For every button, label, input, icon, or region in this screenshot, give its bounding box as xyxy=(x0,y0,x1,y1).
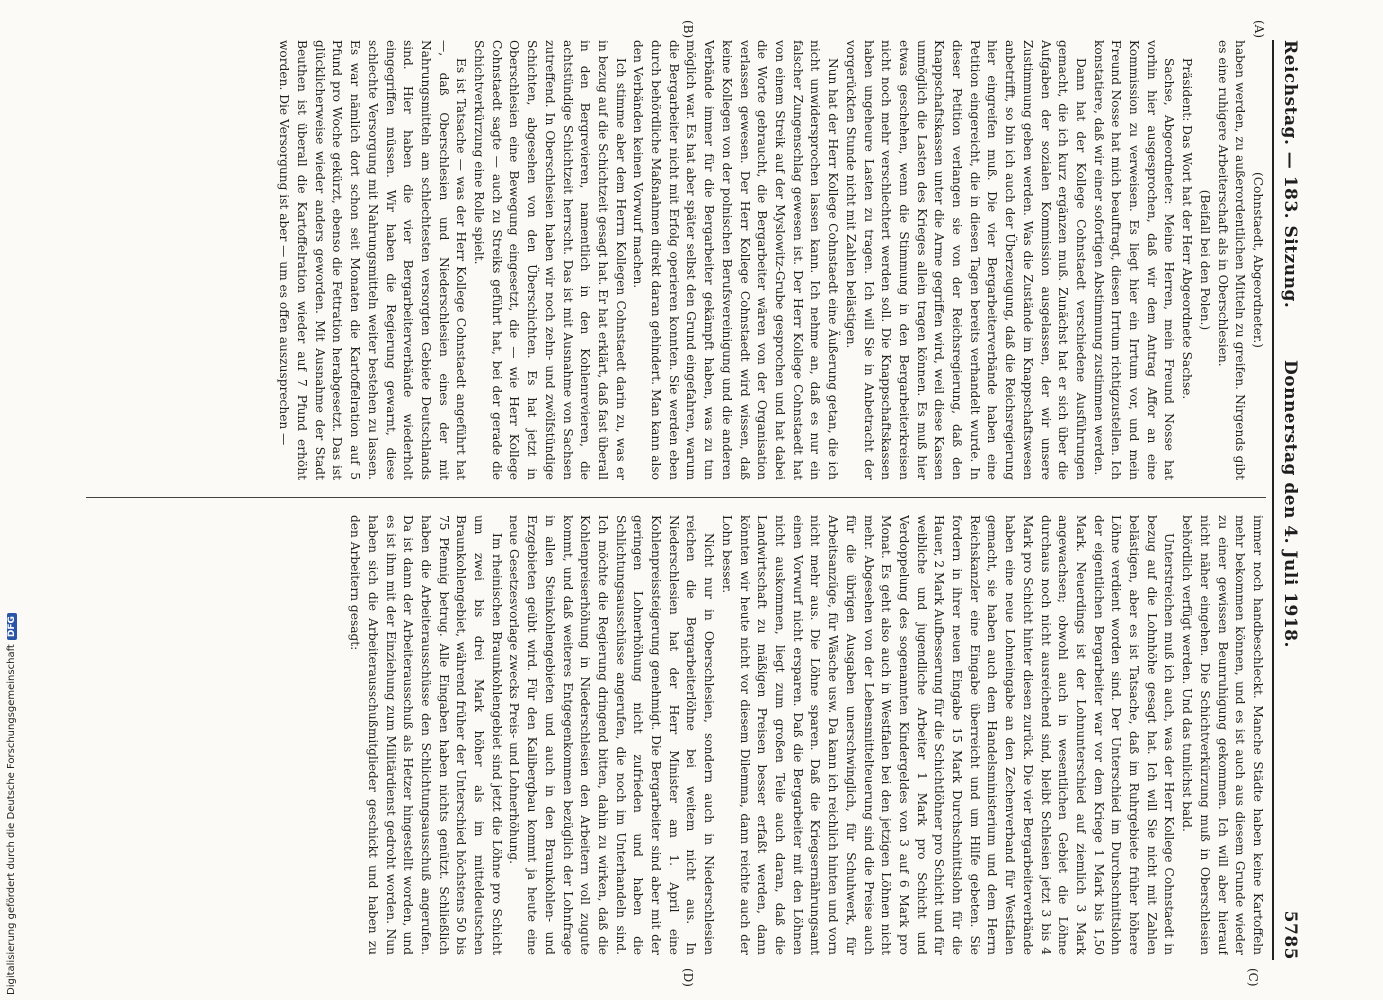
paragraph: Es ist Tatsache — was der Herr Kollege Cohnstaedt angeführt hat —, daß Oberschlesien und Niederschlesien eines der mit Nahrungsmitteln am schlechtesten versorgten Gebiete Deutschlands sind. Hier haben die vier Bergarbeiterverbände wiederholt eingegriffen müssen. Wir haben die Regierung gewarnt, diese schlechte Versorgung mit Nahrungsmitteln weiter bestehen zu lassen. Es war nämlich dort schon seit Monaten die Kartoffelration auf 5 Pfund pro Woche gekürzt, ebenso die Fettration herabgesetzt. Das ist glücklicherweise wieder anders geworden. Mit Ausnahme der Stadt Beuthen ist überall die Kartoffelration wieder auf 7 Pfund erhöht worden. Die Versorgung ist aber — um es offen auszusprechen — xyxy=(277,40,469,480)
paragraph: Präsident: Das Wort hat der Herr Abgeordnete Sachse. xyxy=(1180,58,1195,400)
margin-marker-c: (C) xyxy=(1246,968,1260,987)
paragraph: (Cohnstaedt, Abgeordneter.) xyxy=(1251,171,1265,349)
credit-text: Digitalisierung gefördert durch die Deutsche Forschungsgemeinschaft xyxy=(6,644,17,995)
page-header xyxy=(1276,40,1300,960)
paragraph: Dann hat der Kollege Cohnstaedt verschiedene Ausführungen gemacht, die ich kurz ergänzen muß. Zunächst hat er sich über die Aufgaben der sozialen Kommission ausgelassen, der wir unsere Zustimmung geben werden. Was die Zustände im Knappschaftswesen anbetrifft, so bin ich auch der Überzeugung, daß die Reichsregierung hier eingreifen muß. Die vier Bergarbeiterverbände haben eine Petition eingereicht, die in diesen Tagen bereits verhandelt wurde. In dieser Petition verlangen sie von der Reichsregierung, daß den Knappschaftskassen unter die Arme gegriffen wird, weil diese Kassen unmöglich die Lasten des Krieges allein tragen können. Es muß hier etwas geschehen, wenn die Stimmung in den Bergarbeiterkreisen nicht noch mehr verschlechtert werden soll. Die Knappschaftskassen haben ungeheure Lasten zu tragen. Ich will Sie in Anbetracht der vorgerückten Stunde nicht mit Zahlen belästigen. xyxy=(843,40,1088,480)
paragraph: haben werden, zu außerordentlichen Mitteln zu greifen. Nirgends gibt es eine ruhigere Arbeiterschaft als in Oberschlesien. xyxy=(1215,40,1248,480)
paragraph: Ich stimme aber dem Herrn Kollegen Cohnstaedt darin zu, was er in bezug auf die Schichtzeit gesagt hat. Er hat erklärt, daß fast überall in den Bergrevieren, namentlich in den Kohlenrevieren, die achtstündige Schichtzeit herrscht. Das ist mit Ausnahme von Sachsen zutreffend. In Oberschlesien haben wir noch zehn- und zwölfstündige Schichten, abgesehen von den Überschichten. Es hat jetzt in Oberschlesien eine Bewegung eingesetzt, die — wie Herr Kollege Cohnstaedt sagte — auch zu Streiks geführt hat, bei der gerade die Schichtverkürzung eine Rolle spielt. xyxy=(472,40,628,480)
left-text-column xyxy=(86,40,1266,480)
paragraph: immer noch handbeschleckt. Manche Städte haben keine Kartoffeln mehr bekommen können, und es ist auch aus diesem Grunde wieder zu einer gewissen Beunruhigung gekommen. Ich will aber hierauf nicht näher eingehen. Die Schichtverkürzung muß in Oberschlesien behördlich verfügt werden. Und das tunlichst bald. xyxy=(1180,515,1265,955)
margin-marker-a: (A) xyxy=(1252,20,1266,39)
rotated-page-content xyxy=(70,20,1300,987)
right-text-column xyxy=(86,515,1266,955)
header-rule xyxy=(1272,40,1274,960)
paragraph: Im rheinischen Braunkohlengebiet sind jetzt die Löhne pro Schicht um zwei bis drei Mark höher als im mitteldeutschen Braunkohlengebiet, während früher der Unterschied höchstens 50 bis 75 Pfennig betrug. Alle Eingaben haben nichts genützt. Schließlich haben die Arbeiterausschüsse den Schlichtungsausschuß angerufen. Da ist dann der Arbeiterausschuß als Hetzer hingestellt worden, und es ist ihm mit der Einziehung zum Militärdienst gedroht worden. Nun haben sich die Arbeiterausschußmitglieder geschickt und haben zu den Arbeitern gesagt: xyxy=(348,515,504,955)
dfg-logo: DFG xyxy=(7,613,17,640)
paragraph: Nun hat der Herr Kollege Cohnstaedt eine Äußerung getan, die ich nicht unwidersprochen lassen kann. Ich nehme an, daß es nur ein falscher Zungenschlag gewesen ist. Der Herr Kollege Cohnstaedt hat von einem Streik auf der Myslowitz-Grube gesprochen und hat dabei die Worte gebraucht, die Bergarbeiter wären von der Organisation verlassen gewesen. Der Herr Kollege Cohnstaedt wird wissen, daß keine Kollegen von der polnischen Berufsvereinigung und die anderen Verbände immer für die Bergarbeiter gekämpft haben, was zu tun möglich war. Es hat aber später selbst den Grund eingefahren, warum die Bergarbeiter nicht mit Erfolg operieren konnten. Sie werden eben durch behördliche Maßnahmen direkt daran gehindert. Man kann also den Verbänden keinen Vorwurf machen. xyxy=(631,40,841,480)
margin-marker-b: (B) xyxy=(681,20,695,39)
paragraph: Nicht nur in Oberschlesien, sondern auch in Niederschlesien reichen die Bergarbeiterlöhne bei weitem nicht aus. In Niederschlesien hat der Herr Minister am 1. April eine Kohlenpreissteigerung genehmigt. Die Bergarbeiter sind aber mit der geringen Lohnerhöhung nicht zufrieden und haben die Schlichtungsausschüsse angerufen, die noch im Unterhandeln sind. Ich möchte die Regierung dringend bitten, dahin zu wirken, daß die Kohlenpreiserhöhung in Niederschlesien den Arbeitern voll zugute kommt, und daß weiteres Entgegenkommen bezüglich der Lohnfrage in allen Steinkohlengebieten und auch in den Braunkohlen- und Erzgebieten geübt wird. Für den Kalibergbau kommt ja heute eine neue Gesetzesvorlage zwecks Preis- und Lohnerhöhung. xyxy=(507,515,717,955)
column-divider xyxy=(86,497,1266,498)
paragraph: Sachse, Abgeordneter: Meine Herren, mein Freund Nosse hat vorhin hier ausgesprochen, daß wir dem Antrag Affor an eine Kommission zu verweisen. Es liegt hier ein Irrtum vor, und mein Freund Nosse hat mich beauftragt, diesen Irrtum richtigzustellen. Ich konstatiere, daß wir einer sofortigen Abstimmung zustimmen werden. xyxy=(1091,40,1177,480)
header-date: Donnerstag den 4. Juli 1918. xyxy=(1280,360,1300,648)
margin-marker-d: (D) xyxy=(681,968,695,987)
page-number: 5785 xyxy=(1280,910,1300,960)
paragraph: (Beifall bei den Polen.) xyxy=(1197,189,1212,331)
digitization-credit xyxy=(6,613,17,995)
paragraph: Unterstreichen muß ich auch, was der Herr Kollege Cohnstaedt in bezug auf die Lohnhöhe gesagt hat. Ich will Sie nicht mit Zahlen belästigen, aber es ist Tatsache, daß im Ruhrgebiete früher höhere Löhne verdient worden sind. Der Unterschied im Durchschnittslohn der eigentlichen Bergarbeiter war vor dem Kriege 1 Mark bis 1,50 Mark. Neuerdings ist der Lohnunterschied auf ziemlich 3 Mark angewachsen; obwohl auch in wesentlichen Gebiet die Löhne durchaus noch nicht ausreichend sind, bleibt Schlesien jetzt 3 bis 4 Mark pro Schicht hinter diesen zurück. Die vier Bergarbeiterverbände haben eine neue Lohneingabe an den Zechenverband für Westfalen gemacht, sie haben auch dem Handelsministerium und dem Herrn Reichskanzler eine Eingabe überreicht und um Hilfe gebeten. Sie fordern in ihrer neuen Eingabe 15 Mark Durchschnittslohn für die Hauer, 2 Mark Aufbesserung für die Schichtlöhner pro Schicht und für weibliche und jugendliche Arbeiter 1 Mark pro Schicht und Verdoppelung des sogenannten Kindergeldes von 3 auf 6 Mark pro Monat. Es geht also auch in Westfalen bei den jetzigen Löhnen nicht mehr. Abgesehen von der Lebensmittelteuerung sind die Preise auch für die übrigen Ausgaben unerschwinglich, für Schuhwerk, für Arbeitsanzüge, für Wäsche usw. Da kann ich reichlich hinten und vorn nicht mehr aus. Die Löhne sparen. Daß die Kriegsernährungsamt einen Vorwurf nicht ersparen. Daß die Bergarbeiter mit den Löhnen nicht auskommen, liegt zum großen Teile auch daran, daß die Landwirtschaft zu mäßigen Preisen besser erfaßt werden, dann könnten wir heute nicht vor diesem Dilemma, dann reichte auch der Lohn besser. xyxy=(719,515,1177,955)
header-session: Reichstag. — 183. Sitzung. xyxy=(1280,40,1300,309)
